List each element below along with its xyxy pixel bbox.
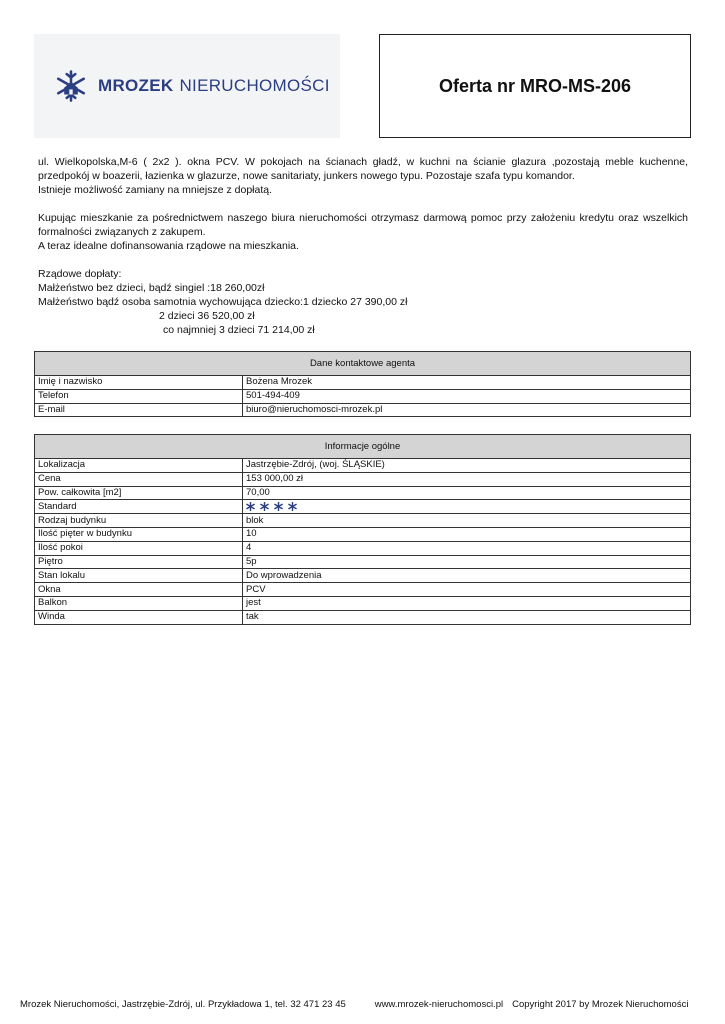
row-value: jest [243, 596, 691, 610]
agent-phone-value: 501-494-409 [243, 389, 691, 403]
agent-contact-table [34, 351, 691, 417]
table-row [35, 389, 691, 403]
subsidy-line: Małżeństwo bądź osoba samotnia wychowująca dziecko:1 dziecko 27 390,00 zł [38, 296, 408, 308]
subsidy-line: 2 dzieci 36 520,00 zł [159, 310, 255, 322]
snowflake-icon [274, 502, 283, 511]
table-row [35, 486, 691, 500]
row-label: Balkon [35, 596, 243, 610]
row-value: 4 [243, 541, 691, 555]
row-value: 10 [243, 527, 691, 541]
table-row [35, 583, 691, 597]
table-row [35, 541, 691, 555]
standard-rating [243, 500, 691, 514]
footer-copyright: Copyright 2017 by Mrozek Nieruchomości [512, 999, 689, 1010]
company-logo [34, 34, 340, 138]
table-row [35, 514, 691, 528]
offer-description [38, 155, 688, 337]
table-row [35, 527, 691, 541]
row-label: Pow. całkowita [m2] [35, 486, 243, 500]
snowflake-icon [260, 502, 269, 511]
row-value: 5p [243, 555, 691, 569]
row-label: E-mail [35, 403, 243, 417]
logo-sub-text: NIERUCHOMOŚCI [179, 76, 330, 95]
subsidy-title: Rządowe dopłaty: [38, 268, 122, 280]
row-label: Piętro [35, 555, 243, 569]
snowflake-icon [246, 502, 255, 511]
offer-title-box [379, 34, 691, 138]
agent-email-value: biuro@nieruchomosci-mrozek.pl [243, 403, 691, 417]
snowflake-icon [288, 502, 297, 511]
row-label: Cena [35, 472, 243, 486]
table-row [35, 500, 691, 514]
footer-address: Mrozek Nieruchomości, Jastrzębie-Zdrój, ul. Przykładowa 1, tel. 32 471 23 45 [20, 999, 346, 1010]
row-label: Okna [35, 583, 243, 597]
description-line: Istnieje możliwość zamiany na mniejsze z dopłatą. [38, 184, 273, 196]
row-label: Standard [35, 500, 243, 514]
agent-table-header: Dane kontaktowe agenta [35, 352, 691, 376]
footer-website-link[interactable]: www.mrozek-nieruchomosci.pl [374, 999, 504, 1010]
snowflake-house-icon [54, 69, 88, 103]
row-value: tak [243, 610, 691, 624]
row-label: Lokalizacja [35, 459, 243, 473]
row-label: Rodzaj budynku [35, 514, 243, 528]
row-label: Ilość pokoi [35, 541, 243, 555]
description-paragraph: Kupując mieszkanie za pośrednictwem naszego biura nieruchomości otrzymasz darmową pomoc przy założeniu kredytu oraz wszelkich formalności związanych z zakupem. [38, 212, 688, 238]
offer-title: Oferta nr MRO-MS-206 [438, 75, 632, 96]
table-row [35, 459, 691, 473]
row-value: blok [243, 514, 691, 528]
subsidy-line: Małżeństwo bez dzieci, bądź singiel :18 260,00zł [38, 282, 265, 294]
description-line: A teraz idealne dofinansowania rządowe na mieszkania. [38, 240, 299, 252]
standard-rating-icons [246, 502, 297, 511]
row-value: 153 000,00 zł [243, 472, 691, 486]
row-label: Ilość pięter w budynku [35, 527, 243, 541]
table-row [35, 472, 691, 486]
table-row [35, 555, 691, 569]
row-value: Jastrzębie-Zdrój, (woj. ŚLĄSKIE) [243, 459, 691, 473]
table-row [35, 610, 691, 624]
row-value: PCV [243, 583, 691, 597]
row-label: Telefon [35, 389, 243, 403]
row-value: 70,00 [243, 486, 691, 500]
subsidy-line: co najmniej 3 dzieci 71 214,00 zł [163, 324, 315, 336]
table-row [35, 376, 691, 390]
row-label: Stan lokalu [35, 569, 243, 583]
row-value: Do wprowadzenia [243, 569, 691, 583]
agent-name-value: Bożena Mrozek [243, 376, 691, 390]
row-label: Imię i nazwisko [35, 376, 243, 390]
page-footer [20, 999, 705, 1010]
description-paragraph: ul. Wielkopolska,M-6 ( 2x2 ). okna PCV. W pokojach na ścianach gładź, w kuchni na ścianie glazura ,pozostają meble kuchenne, przedpokój w boazerii, łazienka w glazurze, nowe sanitariaty, junkers nowego typu. Pozostaje szafa typu komandor. [38, 156, 688, 182]
table-row [35, 403, 691, 417]
table-row [35, 596, 691, 610]
logo-brand-text: MROZEK [98, 76, 174, 95]
general-info-table [34, 434, 691, 625]
row-label: Winda [35, 610, 243, 624]
table-row [35, 569, 691, 583]
general-table-header: Informacje ogólne [35, 435, 691, 459]
